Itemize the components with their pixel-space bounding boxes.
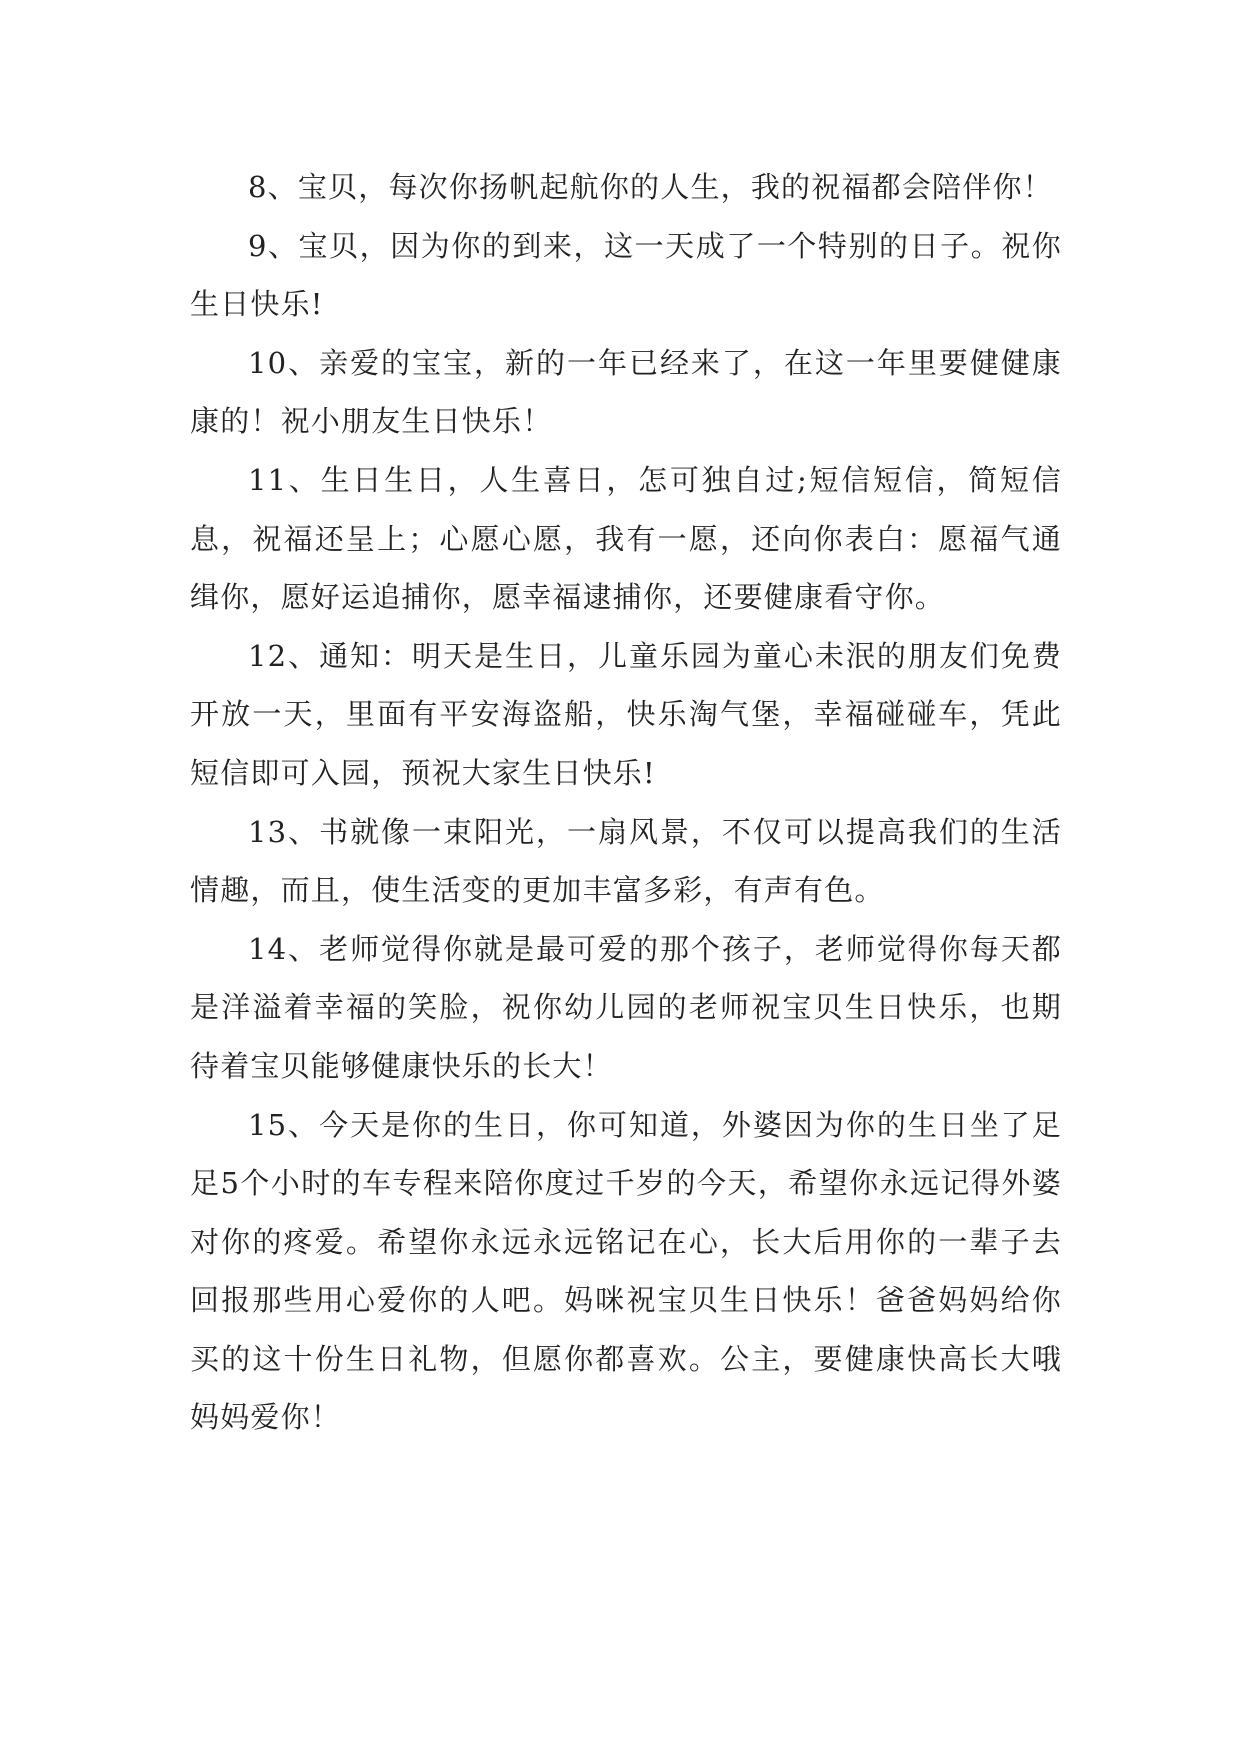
paragraph-10: 10、亲爱的宝宝，新的一年已经来了，在这一年里要健健康康的！祝小朋友生日快乐！ bbox=[190, 345, 1062, 439]
paragraph-15: 15、今天是你的生日，你可知道，外婆因为你的生日坐了足足5个小时的车专程来陪你度过千岁的今天，希望你永远记得外婆对你的疼爱。希望你永远永远铭记在心，长大后用你的一辈子去回报那些用心爱你的人吧。妈咪祝宝贝生日快乐！爸爸妈妈给你买的这十份生日礼物，但愿你都喜欢。公主，要健康快高长大哦妈妈爱你！ bbox=[190, 1107, 1062, 1435]
paragraph-14: 14、老师觉得你就是最可爱的那个孩子，老师觉得你每天都是洋溢着幸福的笑脸，祝你幼儿园的老师祝宝贝生日快乐，也期待着宝贝能够健康快乐的长大！ bbox=[190, 931, 1062, 1083]
paragraph-13: 13、书就像一束阳光，一扇风景，不仅可以提高我们的生活情趣，而且，使生活变的更加丰富多彩，有声有色。 bbox=[190, 814, 1062, 908]
paragraph-11: 11、生日生日，人生喜日，怎可独自过;短信短信，简短信息，祝福还呈上；心愿心愿，我有一愿，还向你表白：愿福气通缉你，愿好运追捕你，愿幸福逮捕你，还要健康看守你。 bbox=[190, 462, 1062, 615]
paragraph-9: 9、宝贝，因为你的到来，这一天成了一个特别的日子。祝你生日快乐! bbox=[190, 228, 1062, 322]
document-body bbox=[190, 158, 1062, 1447]
paragraph-12: 12、通知：明天是生日，儿童乐园为童心未泯的朋友们免费开放一天，里面有平安海盗船，快乐淘气堡，幸福碰碰车，凭此短信即可入园，预祝大家生日快乐! bbox=[190, 638, 1062, 790]
paragraph-8: 8、宝贝，每次你扬帆起航你的人生，我的祝福都会陪伴你！ bbox=[248, 170, 1053, 204]
